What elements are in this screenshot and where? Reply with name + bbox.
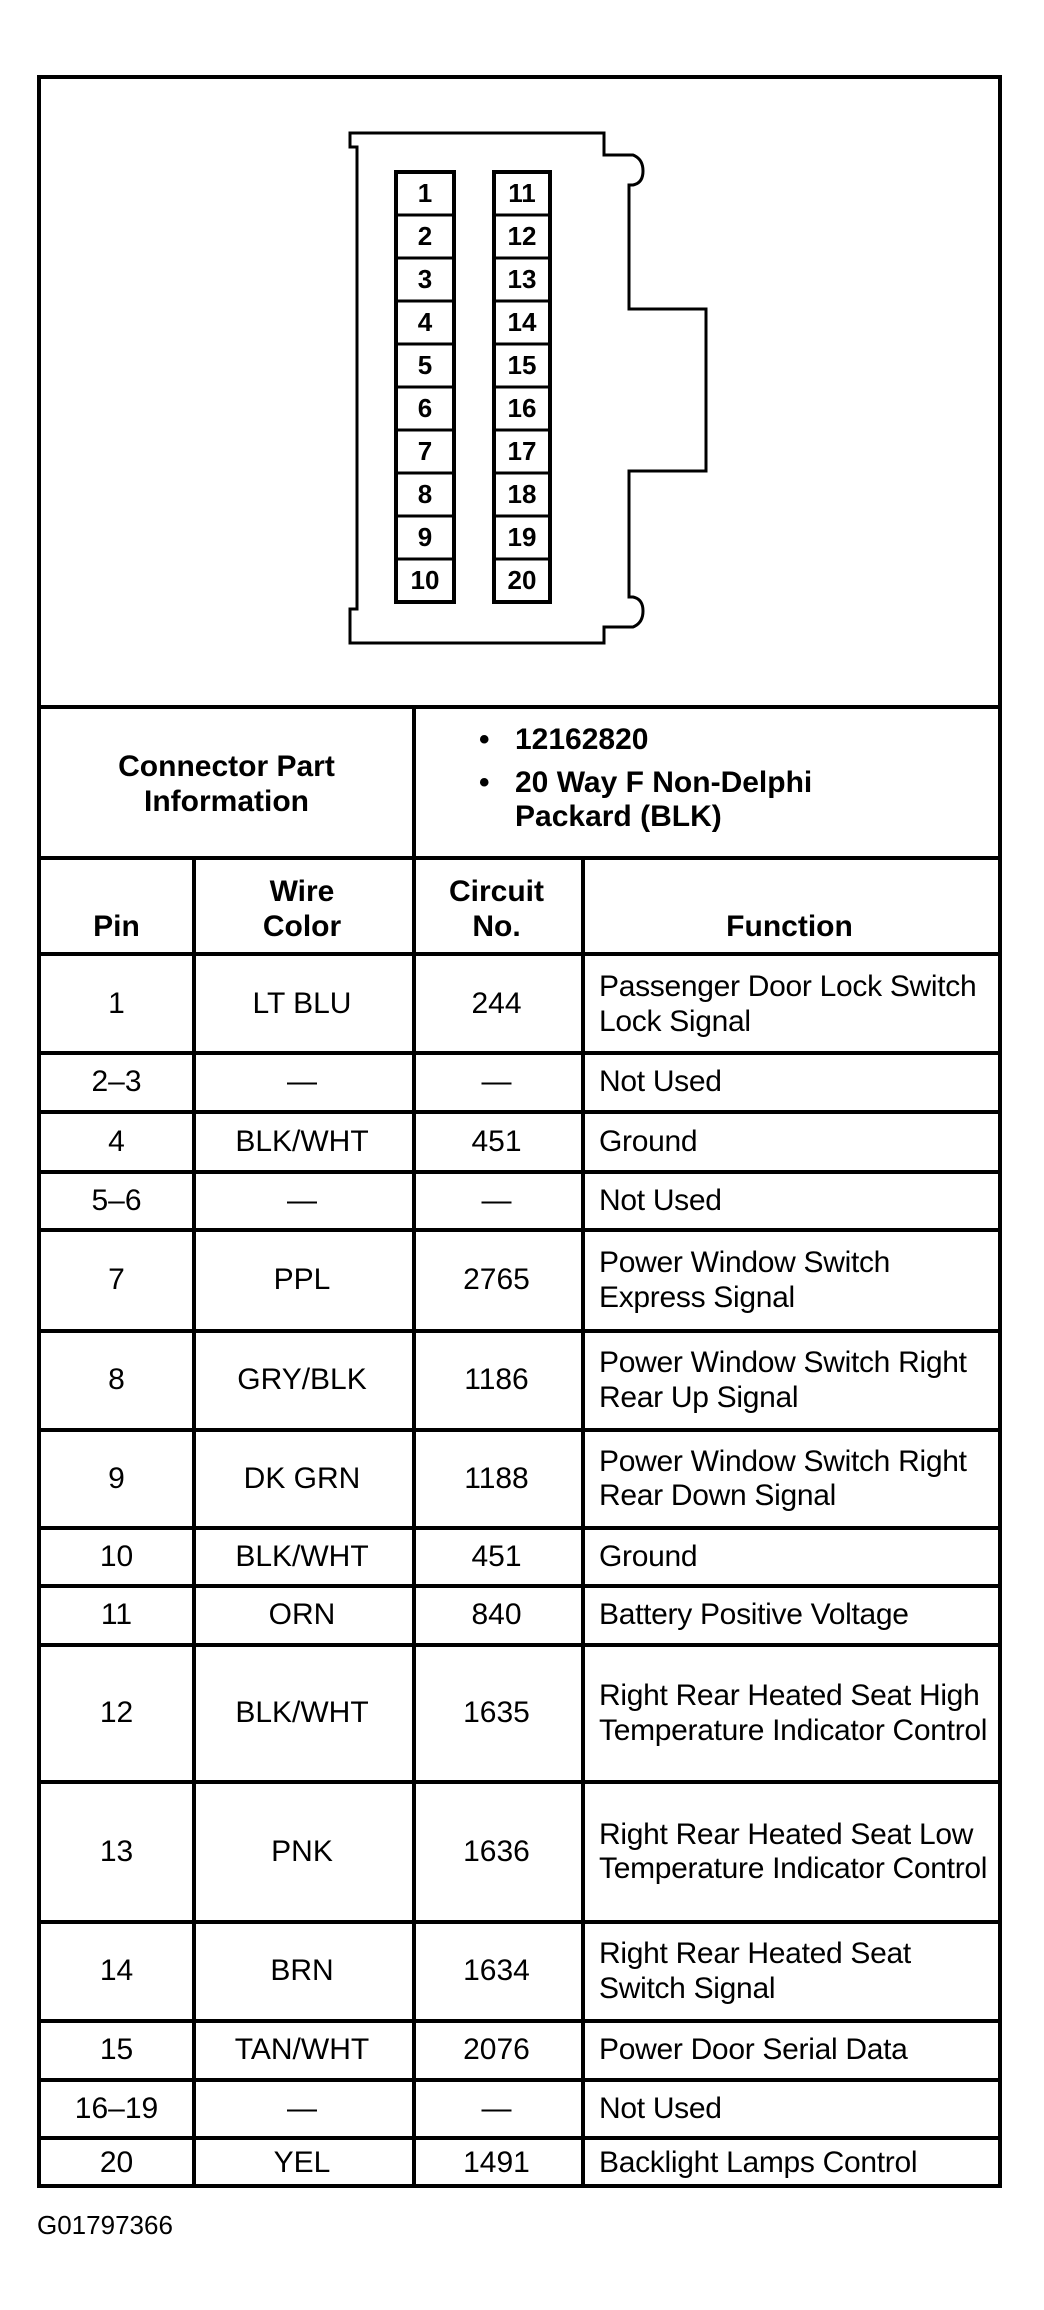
cell-wire-color: — <box>287 2091 317 2125</box>
label-line-1: Connector Part <box>118 750 335 783</box>
cell-wire-color: BRN <box>270 1954 334 1988</box>
cell-function: Battery Positive Voltage <box>599 1598 909 1632</box>
header-line: No. <box>472 909 521 943</box>
cell-function: Right Rear Heated Seat High Temperature Indicator Control <box>599 1679 988 1747</box>
cell-function: Power Window Switch Right Rear Up Signal <box>599 1346 967 1414</box>
cell-pin: 5–6 <box>91 1183 142 1217</box>
cell-wire-color: BLK/WHT <box>235 1124 369 1158</box>
cell-circuit-no: — <box>481 1065 512 1099</box>
pin-label: 15 <box>507 349 537 380</box>
cell-circuit-no: 1636 <box>463 1834 530 1868</box>
cell-function: Power Window Switch Express Signal <box>599 1246 891 1314</box>
cell-wire-color: TAN/WHT <box>234 2033 370 2067</box>
info-item-part-number <box>477 723 997 758</box>
pin-label: 12 <box>507 220 537 251</box>
cell-wire-color: BLK/WHT <box>235 1696 369 1730</box>
cell-pin: 12 <box>99 1696 134 1730</box>
cell-circuit-no: 840 <box>471 1598 522 1632</box>
cell-circuit-no: 1635 <box>463 1696 530 1730</box>
cell-circuit-no: 1188 <box>464 1461 529 1495</box>
pin-label: 3 <box>417 263 433 294</box>
header-line: Color <box>262 909 342 943</box>
cell-pin: 7 <box>108 1263 125 1297</box>
cell-pin: 16–19 <box>74 2091 159 2125</box>
cell-wire-color: PNK <box>271 1834 333 1868</box>
pin-label: 10 <box>410 564 440 595</box>
cell-pin: 13 <box>99 1834 134 1868</box>
label-line-2: Information <box>144 784 309 818</box>
cell-circuit-no: 451 <box>471 1539 522 1573</box>
cell-circuit-no: 1634 <box>463 1954 530 1988</box>
cell-pin: 11 <box>100 1598 133 1632</box>
part-number: 12162820 <box>515 723 649 756</box>
cell-wire-color: GRY/BLK <box>237 1363 367 1397</box>
pin-label: 7 <box>417 435 433 466</box>
cell-function: Power Door Serial Data <box>599 2033 908 2067</box>
pin-label: 9 <box>417 521 433 552</box>
cell-circuit-no: — <box>481 2091 512 2125</box>
pin-label: 1 <box>417 177 433 208</box>
info-item-description <box>477 766 997 835</box>
cell-circuit-no: 451 <box>471 1124 522 1158</box>
cell-function: Not Used <box>599 1065 722 1099</box>
header-pin: Pin <box>93 909 140 943</box>
connector-diagram <box>41 79 998 709</box>
cell-pin: 8 <box>108 1363 125 1397</box>
cell-function: Passenger Door Lock Switch Lock Signal <box>599 970 977 1038</box>
header-line: Wire <box>269 875 335 908</box>
header-function: Function <box>726 909 853 943</box>
connector-end-view-frame <box>37 75 1002 2188</box>
cell-wire-color: — <box>287 1065 317 1099</box>
pin-label: 6 <box>417 392 433 423</box>
cell-function: Ground <box>599 1124 698 1158</box>
cell-circuit-no: 2076 <box>463 2033 530 2067</box>
cell-circuit-no: — <box>481 1183 512 1217</box>
pin-label: 13 <box>507 263 537 294</box>
pin-label: 20 <box>507 564 537 595</box>
cell-circuit-no: 1491 <box>463 2145 530 2179</box>
pin-label: 2 <box>417 220 433 251</box>
cell-wire-color: BLK/WHT <box>235 1539 369 1573</box>
header-wire-color <box>192 860 412 956</box>
pin-label: 4 <box>417 306 433 337</box>
cell-pin: 10 <box>99 1539 134 1573</box>
cell-pin: 15 <box>99 2033 134 2067</box>
cell-pin: 9 <box>108 1461 125 1495</box>
cell-wire-color: YEL <box>273 2145 331 2179</box>
pin-label: 5 <box>417 349 433 380</box>
cell-pin: 20 <box>99 2145 134 2179</box>
pin-label: 19 <box>507 521 537 552</box>
pin-label: 14 <box>507 306 537 337</box>
cell-circuit-no: 1186 <box>464 1363 529 1397</box>
cell-pin: 14 <box>99 1954 134 1988</box>
pin-label: 16 <box>507 392 537 423</box>
cell-function: Right Rear Heated Seat Switch Signal <box>599 1937 911 2005</box>
cell-pin: 4 <box>108 1124 125 1158</box>
cell-function: Backlight Lamps Control <box>599 2145 918 2179</box>
connector-part-info-label <box>41 709 412 860</box>
cell-pin: 1 <box>108 987 125 1021</box>
pin-label: 11 <box>508 177 536 208</box>
cell-circuit-no: 244 <box>471 987 522 1021</box>
cell-wire-color: LT BLU <box>252 987 352 1021</box>
pin-label: 18 <box>507 478 537 509</box>
cell-circuit-no: 2765 <box>463 1263 530 1297</box>
cell-wire-color: ORN <box>268 1598 336 1632</box>
cell-wire-color: — <box>287 1183 317 1217</box>
header-line: Circuit <box>448 875 544 908</box>
connector-part-info-list <box>477 709 997 860</box>
cell-function: Right Rear Heated Seat Low Temperature Indicator Control <box>599 1817 988 1885</box>
cell-function: Not Used <box>599 2091 722 2125</box>
cell-wire-color: DK GRN <box>243 1461 361 1495</box>
bullet-icon: • <box>479 723 490 756</box>
connector-description: 20 Way F Non-Delphi Packard (BLK) <box>515 765 813 833</box>
bullet-icon: • <box>479 765 490 799</box>
cell-function: Power Window Switch Right Rear Down Signal <box>599 1444 967 1512</box>
figure-id: G01797366 <box>37 2210 173 2240</box>
cell-pin: 2–3 <box>91 1065 142 1099</box>
pin-label: 17 <box>507 435 537 466</box>
cell-function: Not Used <box>599 1183 722 1217</box>
header-circuit-no <box>412 860 581 956</box>
cell-wire-color: PPL <box>273 1263 331 1297</box>
pin-label: 8 <box>417 478 433 509</box>
cell-function: Ground <box>599 1539 698 1573</box>
divider <box>412 709 416 860</box>
